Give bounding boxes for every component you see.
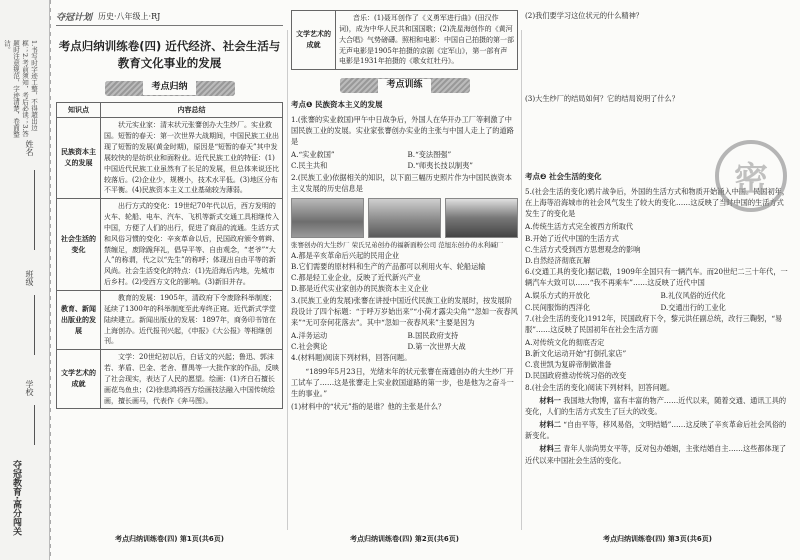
photo-row — [291, 198, 518, 238]
training-banner: 考点训练 — [340, 78, 470, 93]
table-row — [57, 291, 283, 350]
binding-margin — [0, 0, 50, 560]
photo-caption: 张謇创办的大生纱厂 荣氏兄弟创办的福新面粉公司 范旭东创办的永利碱厂 — [291, 240, 504, 249]
page-3 — [525, 10, 790, 530]
option-a[interactable]: A.都是辛亥革命后兴起的民用企业 — [291, 251, 400, 260]
option-a[interactable]: A.洋务运动 — [291, 331, 328, 341]
option-d[interactable]: D.自然经济彻底瓦解 — [525, 255, 591, 265]
secret-stamp: 密 — [715, 140, 787, 212]
option-c[interactable]: C.袁世凯为复辟帝制做准备 — [525, 360, 612, 370]
table-row — [57, 199, 283, 291]
column-divider — [287, 30, 288, 530]
material-label: 材料二 — [539, 420, 561, 430]
kp-cell: 社会生活的变化 — [57, 199, 101, 291]
material-3: 材料三 青年人崇尚男女平等，反对包办婚姻，主张结婚自主……这些都体现了近代以来中国社会生活的变化。 — [525, 444, 787, 465]
page1-header — [56, 8, 283, 26]
answer-space[interactable] — [525, 23, 790, 93]
option-a[interactable]: A.对传统文化的彻底否定 — [525, 337, 605, 347]
page-2 — [291, 10, 518, 530]
fold-line — [50, 0, 51, 560]
summary-banner: 考点归纳 — [105, 81, 235, 96]
q4-sub-2: (2)我们要学习这位状元的什么精神？ — [525, 11, 643, 20]
question-4: 4.(材料题)阅读下列材料，回答问题。 — [291, 353, 412, 363]
material-label: 材料三 — [539, 444, 561, 454]
q3-options — [291, 330, 518, 352]
question-6: 6.(交通工具的变化)据记载，1909年全国只有一辆汽车。而20世纪二三十年代，一辆汽车大致可以……“我不再乘车”……这反映了近代中国 — [525, 267, 788, 288]
page-1 — [56, 28, 283, 543]
brand-header-logo: 夺冠计划 — [56, 13, 93, 23]
option-c[interactable]: C.生活方式受到西方思想观念的影响 — [525, 244, 641, 254]
question-1: 1.(张謇的实业救国)甲午中日战争后，外国人在华开办工厂等刺激了中国民族工业的发展。实业家张謇创办实业的主张与中国人走上了的道路是 — [291, 114, 514, 147]
page-title: 考点归纳训练卷(四) 近代经济、社会生活与教育文化事业的发展 — [58, 39, 281, 71]
content-cell: 出行方式的变化：19世纪70年代以后，西方发明的火车、轮船、电车、汽车、飞机等新式交通工具相继传入中国，方便了人们的出行，促进了商品的流通。生活方式和风俗习惯的变化：辛亥革命以后，民国政府颁令剪辫、禁缠足，废除跪拜礼，倡导平等、自由观念，“老爷”“大人”的称谓，代之以“先生”的称呼；体现出自由平等的新风尚。社会生活变化的特点：(1)先沿海后内地，先城市后乡村。(2)受西方文化的影响。(3)新旧并存。 — [101, 199, 283, 291]
notice-text: 1.书写时字迹工整，不得超出边框；2.考前须知，考后必读；3.答题时注意规范，字迹清楚，卷面整洁。 — [3, 40, 38, 138]
option-a[interactable]: A.娱乐方式的开放化 — [525, 291, 590, 301]
section-heading: 考点❷ 社会生活的变化 — [525, 172, 602, 182]
option-d[interactable]: D.交通出行的工业化 — [660, 302, 726, 312]
content-cell: 教育的发展：1905年，清政府下令废除科举制度；延续了1300年的科举制度至此寿终正寝。近代新式学堂陆续建立。新闻出版业的发展：1897年，商务印书馆在上海创办。近代报刊兴起，《申报》《大公报》等相继创刊。 — [101, 291, 283, 350]
content-cell: 状元实业家：清末状元张謇创办大生纱厂。实业救国。短暂的春天：第一次世界大战期间，中国民族工业出现了短暂的发展(黄金时期)，原因是“短暂的春天”其中发展较快的是纺织业和面粉业。近代民族工业的特征：(1)中国近代民族工业虽然有了长足的发展，但总体来说还比较落后。(2)企业少，规模小，技术水平低。(3)地区分布不平衡。(4)民族资本主义工业基础较为薄弱。 — [101, 118, 283, 199]
table-row — [57, 350, 283, 409]
option-b[interactable]: B.礼仪风俗的近代化 — [660, 291, 726, 301]
option-d[interactable]: D.都是近代实业家创办的民族资本主义企业 — [291, 284, 429, 294]
kp-cell: 教育、新闻出版业的发展 — [57, 291, 101, 350]
name-line — [34, 170, 35, 250]
column-divider — [521, 30, 522, 530]
brand-logo: 夺冠教育·高分闯关 — [11, 460, 21, 536]
page1-footer: 考点归纳训练卷(四) 第1页(共6页) — [115, 535, 224, 543]
option-d[interactable]: D.“师夷长技以制夷” — [407, 161, 473, 171]
kp-cell: 文学艺术的成就 — [57, 350, 101, 409]
option-c[interactable]: C.都是轻工业企业，反映了近代新兴产业 — [291, 273, 421, 283]
q2-options — [291, 250, 518, 295]
question-2: 2.(民族工业)依据相关的知识，以下面三幅历史照片作为中国民族资本主义发展的历史信息是 — [291, 172, 512, 193]
option-b[interactable]: B.国民政府支持 — [407, 331, 459, 341]
content-cell: 文学：20世纪初以后，白话文的兴起；鲁迅、郭沫若、茅盾、巴金、老舍、曹禺等一大批作家的作品，反映了社会现实，表达了人民的愿望。绘画：(1)齐白石擅长画花鸟鱼虫；(2)徐悲鸿将西方绘画技法融入中国传统绘画，擅长画马，代表作《奔马图》。 — [101, 350, 283, 409]
option-a[interactable]: A.传统生活方式完全被西方所取代 — [525, 222, 634, 232]
q7-options — [525, 337, 790, 382]
col-header-content: 内容总结 — [101, 102, 283, 118]
option-c[interactable]: C.社会舆论 — [291, 342, 328, 352]
section-heading: 考点❶ 民族资本主义的发展 — [291, 100, 383, 110]
q1-options — [291, 149, 518, 171]
col-header-kp: 知识点 — [57, 102, 101, 118]
school-label: 学校 — [25, 380, 34, 396]
content-cell: 音乐：(1)聂耳创作了《义勇军进行曲》(田汉作词)，成为中华人民共和国国歌；(2)冼星海创作的《黄河大合唱》气势磅礴。照相和电影：中国自己拍摄的第一部无声电影是1905年拍摄的京剧《定军山》，第一部有声电影是1931年拍摄的《歌女红牡丹》。 — [336, 11, 518, 70]
option-b[interactable]: B.新文化运动开始“打倒孔家店” — [525, 349, 627, 359]
material-1: 材料一 我国地大物博，富有丰富的物产……近代以来，随着交通、通讯工具的变化，人们的生活方式发生了巨大的改变。 — [525, 395, 787, 416]
q4-sub-1: (1)材料中的“状元”指的是谁？他的主张是什么？ — [291, 402, 446, 412]
option-a[interactable]: A.“实业救国” — [291, 150, 335, 160]
school-line — [34, 405, 35, 445]
page3-footer: 考点归纳训练卷(四) 第3页(共6页) — [603, 535, 712, 543]
page2-footer: 考点归纳训练卷(四) 第2页(共6页) — [350, 535, 459, 543]
photo-alkali-plant — [445, 198, 518, 238]
option-d[interactable]: D.民国政府推动传统习俗的改变 — [525, 371, 627, 381]
question-7: 7.(社会生活的变化)1912年，民国政府下令，黎元洪任副总统，改行三鞠躬，“易服”……这反映了民国初年在社会生活方面 — [525, 313, 783, 334]
photo-flour-mill — [368, 198, 441, 238]
table-row — [292, 11, 518, 70]
kp-cell: 民族资本主义的发展 — [57, 118, 101, 199]
class-label: 班级 — [25, 270, 34, 286]
kp-cell: 文学艺术的成就 — [292, 11, 336, 70]
material-2: 材料二 “自由平等，移风易俗，文明结婚”……这反映了辛亥革命后社会风俗的新变化。 — [525, 420, 787, 441]
q4-sub-3: (3)大生纱厂的结局如何？它的结局说明了什么？ — [525, 94, 679, 104]
q4-material: “1899年5月23日，光绪末年的状元张謇在南通创办的大生纱厂开工试车了……这是张謇走上实业救国道路的第一步，也是他为之奋斗一生的事业。” — [291, 366, 514, 398]
class-line — [34, 295, 35, 355]
summary-table — [56, 102, 283, 410]
option-b[interactable]: B.“变法图强” — [407, 150, 452, 160]
material-label: 材料一 — [539, 395, 561, 405]
option-b[interactable]: B.开始了近代中国的生活方式 — [525, 233, 619, 243]
option-d[interactable]: D.第一次世界大战 — [407, 342, 466, 352]
question-8: 8.(社会生活的变化)阅读下列材料，回答问题。 — [525, 382, 675, 392]
option-b[interactable]: B.它们需要的原材料和生产的产品都可以利用火车、轮船运输 — [291, 262, 486, 272]
question-5: 5.(社会生活的变化)鸦片战争后，外国的生活方式和物质开始涌入中国。民国初年，在上海等沿海城市的社会风气发生了较大的变化……这反映了当时中国的生活方式发生了的变化是 — [525, 186, 790, 219]
art-table — [291, 10, 518, 70]
subject-label: 历史·八年级上·RJ — [98, 12, 161, 21]
option-c[interactable]: C.民间服饰的西洋化 — [525, 302, 591, 312]
photo-factory — [291, 198, 364, 238]
option-c[interactable]: C.民主共和 — [291, 161, 328, 171]
q5-options — [525, 221, 790, 266]
q6-options — [525, 290, 790, 312]
name-label: 姓名 — [25, 140, 34, 156]
table-row — [57, 118, 283, 199]
question-3: 3.(民族工业的发展)张謇在讲授中国近代民族工业的发展时，按发展阶段设计了四个标题：“于呼万岁始出来”“小荷才露尖尖角”“忽如一夜春风来”“无可奈何花落去”。其中“忽如一夜春风来”主要是因为 — [291, 295, 518, 327]
